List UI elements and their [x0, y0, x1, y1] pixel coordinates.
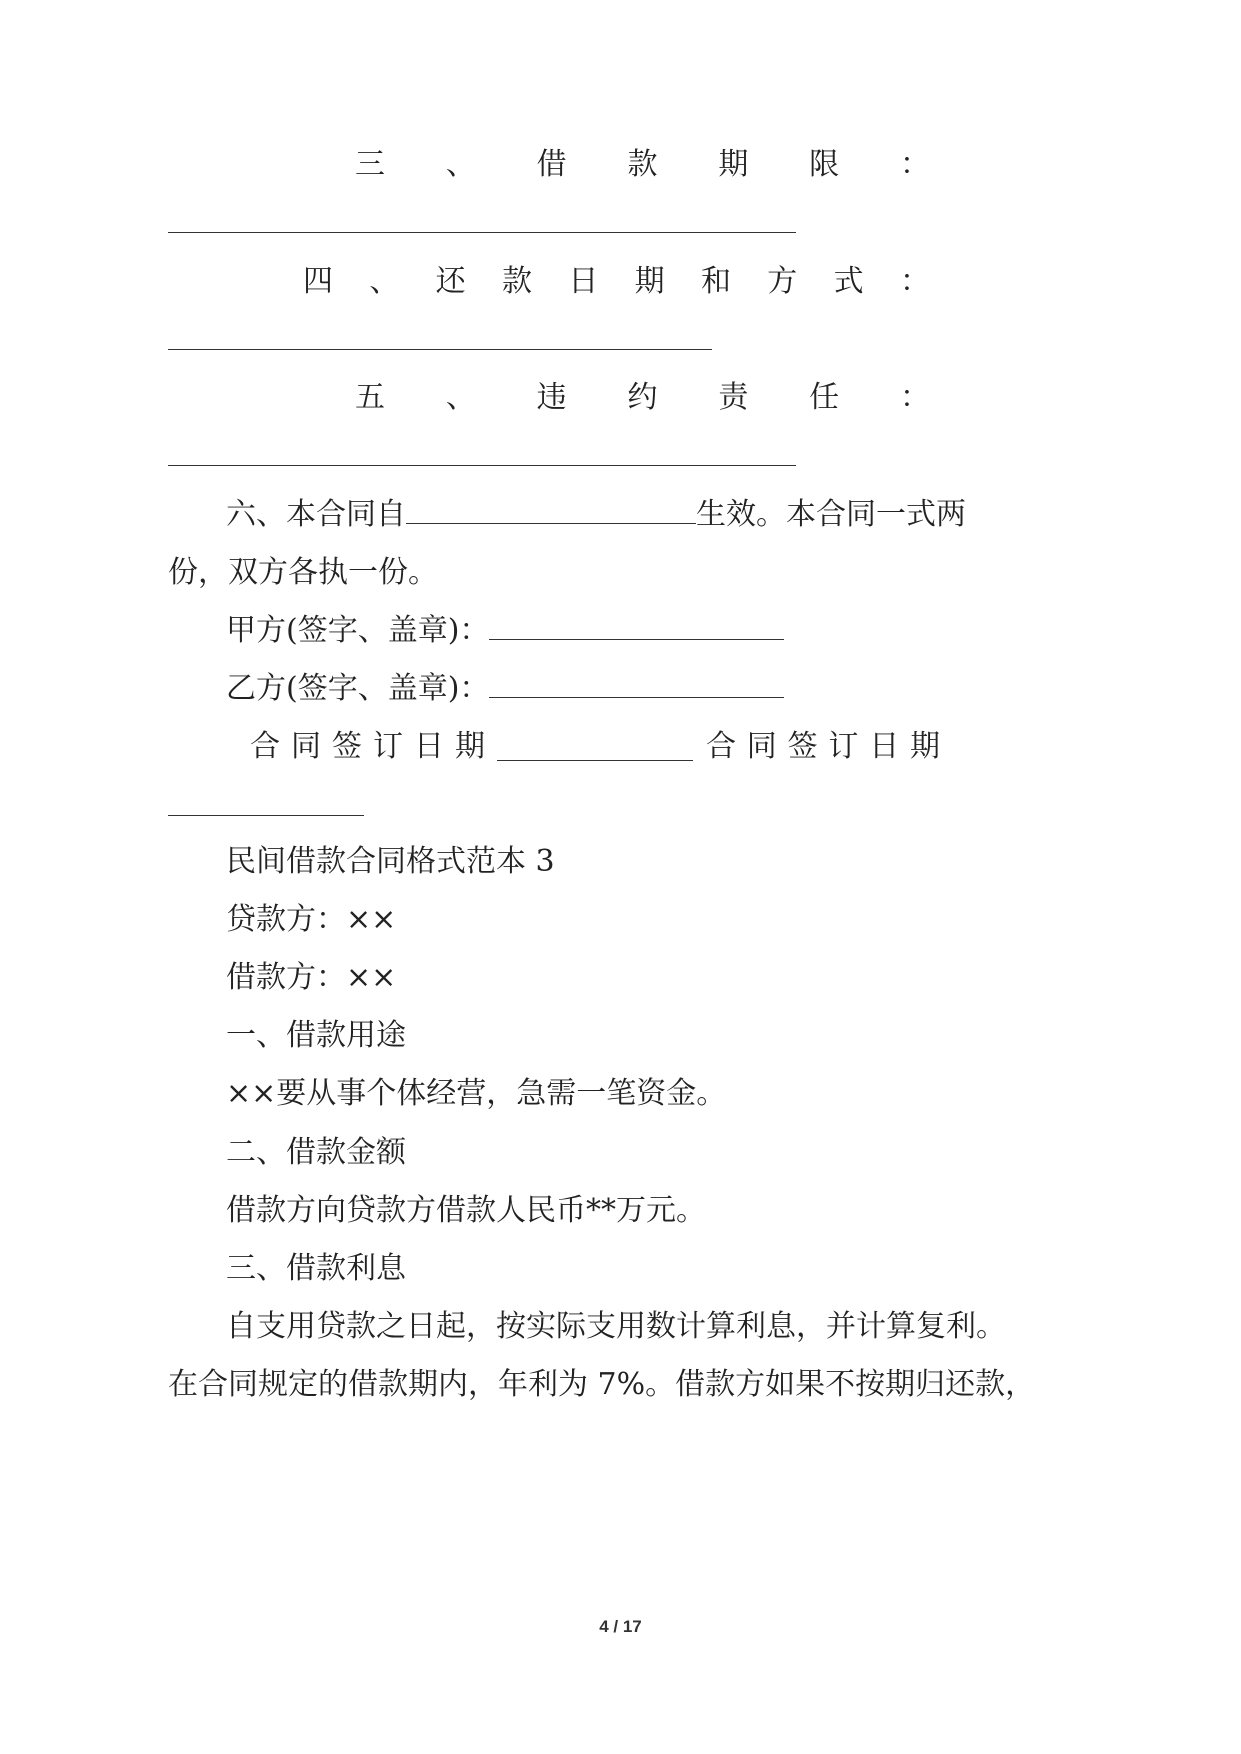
- clause-5-char: 五: [355, 380, 385, 415]
- signing-date-1-char: 合: [250, 729, 280, 764]
- clause-3-heading: [355, 145, 930, 185]
- paragraph-loan-amount: 借款方向贷款方借款人民币**万元。: [226, 1193, 706, 1228]
- signing-date-1-char: 日: [414, 729, 444, 764]
- clause-5-blank-line: [168, 465, 796, 466]
- clause-4-char: 方: [767, 264, 798, 299]
- clause-5-char: 、: [445, 380, 476, 415]
- clause-4-char: 和: [700, 264, 731, 299]
- clause-4-char: 还: [435, 264, 466, 299]
- clause-3-blank-line: [168, 232, 796, 233]
- heading-loan-interest: 三、借款利息: [226, 1251, 406, 1286]
- party-b-signature-line: [226, 669, 784, 709]
- party-a-label: 甲方(签字、盖章)：: [226, 613, 490, 648]
- signing-date-2-char: 合: [706, 729, 736, 764]
- clause-4-char: ：: [899, 264, 930, 299]
- signing-date-2-char: 期: [909, 729, 940, 764]
- page-number: 4 / 17: [599, 1617, 642, 1636]
- signing-date-1-char: 订: [373, 729, 403, 764]
- clause-6-suffix: 生效。本合同一式两: [696, 497, 966, 532]
- paragraph-interest-line-2: 在合同规定的借款期内，年利为 7%。借款方如果不按期归还款，: [168, 1367, 1036, 1402]
- party-b-label: 乙方(签字、盖章)：: [226, 671, 490, 706]
- clause-4-blank-line: [168, 349, 712, 350]
- clause-6-line: [226, 495, 966, 535]
- signing-date-label-1: [250, 727, 485, 767]
- signing-date-1-char: 签: [332, 729, 362, 764]
- clause-5-char: 责: [718, 380, 749, 415]
- clause-3-char: ：: [899, 147, 930, 182]
- clause-6-continuation: 份，双方各执一份。: [168, 555, 438, 590]
- effective-date-blank: [406, 497, 696, 524]
- heading-loan-purpose: 一、借款用途: [226, 1018, 406, 1053]
- clause-4-char: 期: [634, 264, 665, 299]
- party-a-signature-blank: [489, 613, 784, 640]
- clause-3-char: 三: [355, 147, 385, 182]
- clause-5-char: 约: [627, 380, 658, 415]
- signing-date-label-2: [706, 727, 940, 767]
- lender-line: 贷款方：××: [226, 902, 397, 937]
- signing-date-2-char: 订: [828, 729, 859, 764]
- clause-4-char: 款: [501, 264, 532, 299]
- paragraph-loan-purpose: ××要从事个体经营，急需一笔资金。: [226, 1076, 727, 1111]
- signing-date-2-char: 签: [787, 729, 818, 764]
- clause-5-char: 任: [809, 380, 840, 415]
- signing-date-1-char: 同: [291, 729, 321, 764]
- section-title: 民间借款合同格式范本 3: [226, 844, 555, 879]
- clause-5-char: ：: [899, 380, 930, 415]
- clause-6-prefix: 六、本合同自: [226, 497, 406, 532]
- clause-4-heading: [303, 262, 930, 302]
- clause-3-char: 款: [627, 147, 658, 182]
- clause-5-heading: [355, 378, 930, 418]
- clause-3-char: 借: [536, 147, 567, 182]
- clause-4-char: 日: [568, 264, 599, 299]
- paragraph-interest-line-1: 自支用贷款之日起，按实际支用数计算利息，并计算复利。: [226, 1309, 1006, 1344]
- clause-5-char: 违: [536, 380, 567, 415]
- signing-date-blank-2: [168, 815, 364, 816]
- signing-date-1-char: 期: [455, 729, 485, 764]
- clause-3-char: 、: [445, 147, 476, 182]
- clause-3-char: 限: [809, 147, 840, 182]
- signing-date-blank-1: [497, 760, 693, 761]
- signing-date-2-char: 同: [746, 729, 777, 764]
- party-a-signature-line: [226, 611, 784, 651]
- clause-3-char: 期: [718, 147, 749, 182]
- borrower-line: 借款方：××: [226, 960, 397, 995]
- clause-4-char: 四: [303, 264, 333, 299]
- heading-loan-amount: 二、借款金额: [226, 1135, 406, 1170]
- party-b-signature-blank: [489, 671, 784, 698]
- clause-4-char: 、: [369, 264, 400, 299]
- signing-date-2-char: 日: [869, 729, 900, 764]
- clause-4-char: 式: [833, 264, 864, 299]
